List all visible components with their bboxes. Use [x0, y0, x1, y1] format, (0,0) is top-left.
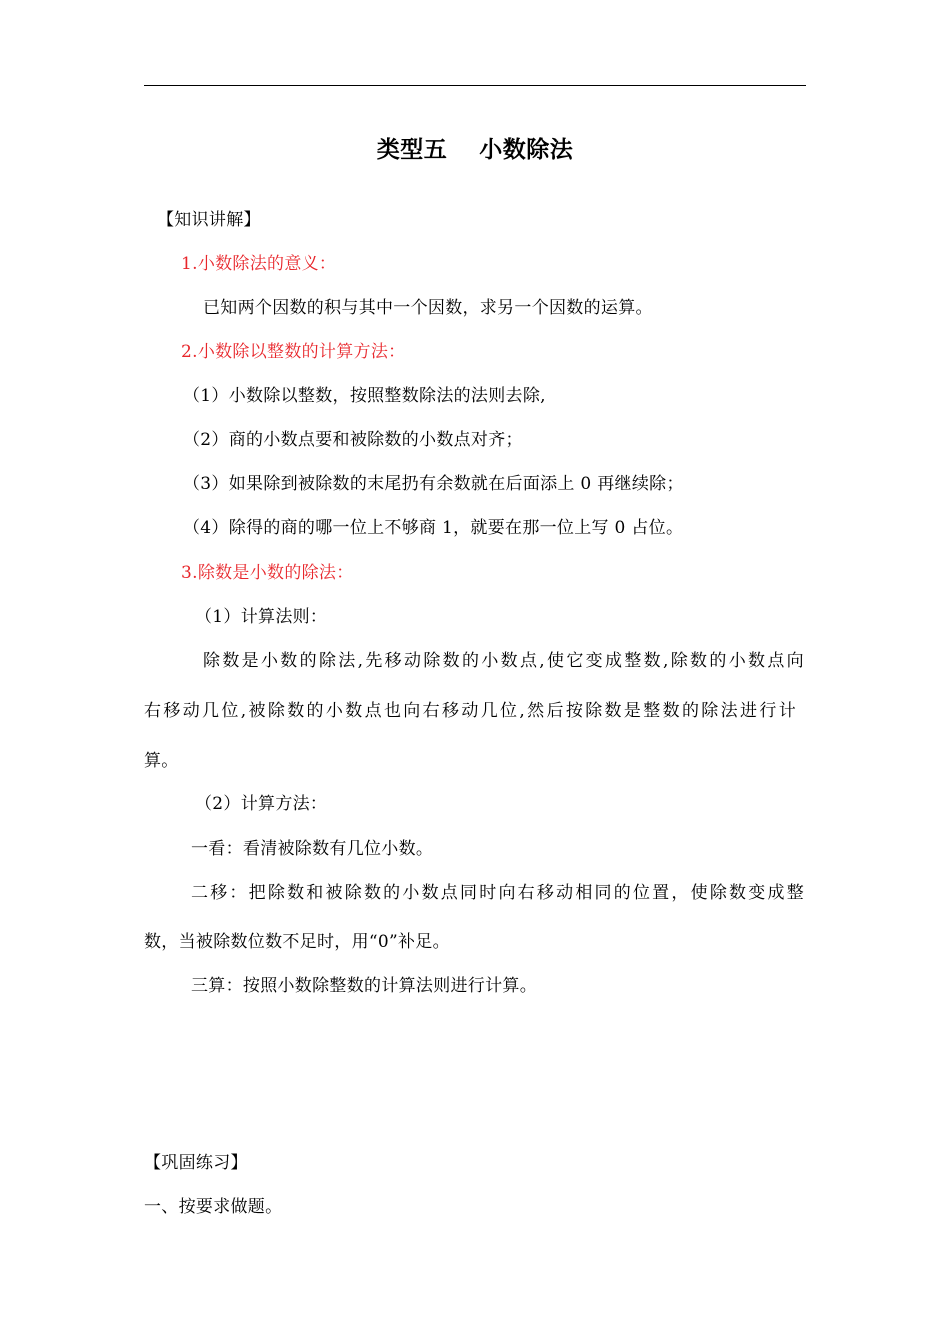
header-rule: [144, 85, 806, 86]
method-step-compute: 三算：按照小数除整数的计算法则进行计算。: [191, 976, 537, 996]
section-2-item: （1）小数除以整数，按照整数除法的法则去除,: [183, 386, 546, 406]
section-2-item: （2）商的小数点要和被除数的小数点对齐；: [183, 430, 523, 450]
rule-text-line: 除数是小数的除法,先移动除数的小数点,使它变成整数,除数的小数点向: [203, 651, 804, 671]
section-2-item: （3）如果除到被除数的末尾扔有余数就在后面添上 0 再继续除；: [183, 474, 684, 494]
page-title: 类型五 小数除法: [376, 137, 574, 163]
method-step-move-line: 二移：把除数和被除数的小数点同时向右移动相同的位置，使除数变成整: [191, 883, 804, 903]
section-2-heading: 2.小数除以整数的计算方法：: [181, 342, 406, 362]
rule-text-line: 右移动几位,被除数的小数点也向右移动几位,然后按除数是整数的除法进行计: [144, 701, 796, 721]
rule-text-line: 算。: [144, 751, 179, 771]
practice-task: 一、按要求做题。: [144, 1197, 283, 1217]
section-2-item: （4）除得的商的哪一位上不够商 1，就要在那一位上写 0 占位。: [183, 518, 684, 538]
section-1-heading: 1.小数除法的意义：: [181, 254, 337, 274]
knowledge-section-header: 【知识讲解】: [157, 210, 261, 230]
practice-section-header: 【巩固练习】: [144, 1153, 248, 1173]
method-label: （2）计算方法：: [195, 794, 328, 814]
method-step-move-line: 数，当被除数位数不足时，用“0”补足。: [144, 932, 450, 952]
section-1-text: 已知两个因数的积与其中一个因数，求另一个因数的运算。: [203, 298, 653, 318]
section-3-heading: 3.除数是小数的除法：: [181, 563, 354, 583]
method-step-look: 一看：看清被除数有几位小数。: [191, 839, 434, 859]
rule-label: （1）计算法则：: [195, 607, 328, 627]
